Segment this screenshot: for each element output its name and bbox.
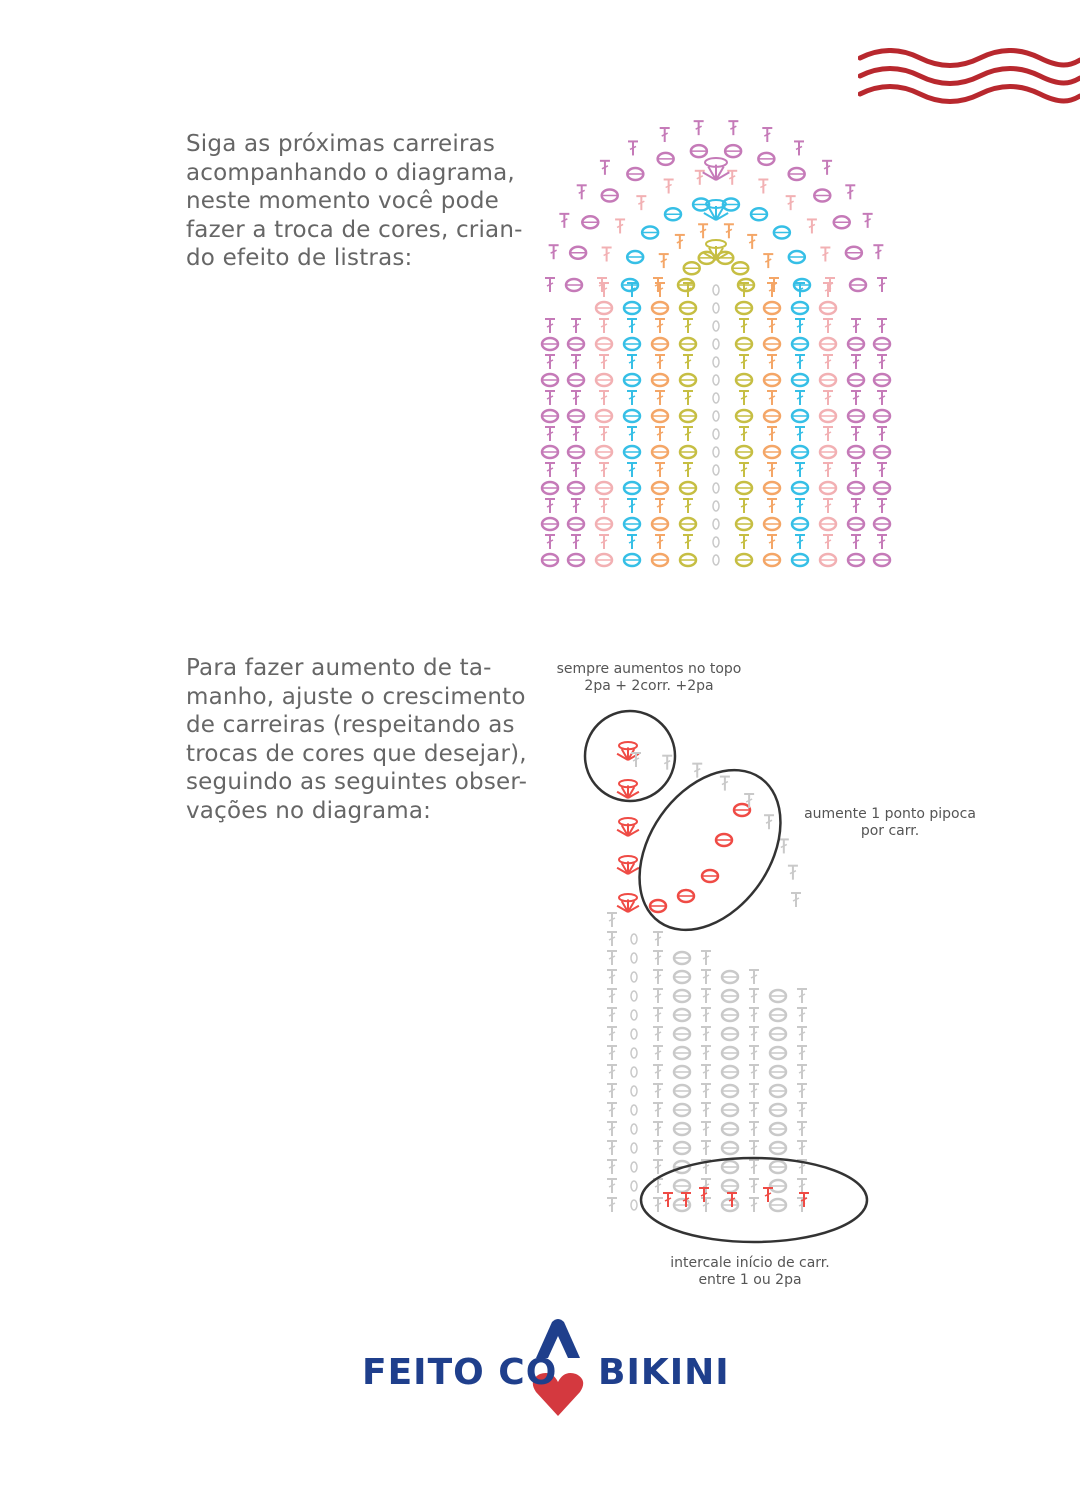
chain-stitch: [631, 1048, 637, 1058]
chain-stitch: [631, 991, 637, 1001]
stripes-stitch-group: [542, 121, 890, 566]
chain-stitch: [713, 519, 719, 529]
chain-stitch: [631, 1200, 637, 1210]
chain-stitch: [713, 321, 719, 331]
chain-stitch: [631, 1029, 637, 1039]
chain-stitch: [631, 1143, 637, 1153]
chain-stitch: [631, 1086, 637, 1096]
chain-stitch: [631, 1067, 637, 1077]
logo-text-left: FEITO CO: [362, 1352, 558, 1393]
chain-stitch: [713, 285, 719, 295]
highlight-ellipse-diagonal: [610, 744, 809, 957]
chain-stitch: [713, 483, 719, 493]
annotation-top-increases: sempre aumentos no topo 2pa + 2corr. +2pa: [556, 661, 742, 694]
chain-stitch: [713, 339, 719, 349]
logo-text-right: BIKINI: [598, 1352, 730, 1393]
brand-logo: [360, 1318, 742, 1422]
chain-stitch: [713, 375, 719, 385]
wave-decoration: [858, 48, 1080, 112]
chain-stitch: [631, 972, 637, 982]
chain-stitch: [713, 465, 719, 475]
chain-stitch: [631, 1105, 637, 1115]
chain-stitch: [631, 1162, 637, 1172]
chain-stitch: [713, 555, 719, 565]
chain-stitch: [713, 501, 719, 511]
chain-stitch: [713, 537, 719, 547]
chain-stitch: [713, 303, 719, 313]
instructions-stripes-text: Siga as próximas carreiras acompanhando o diagrama, neste momento você pode fazer a troca de cores, crian- do efeito de listras:: [186, 131, 523, 272]
chain-stitch: [713, 411, 719, 421]
instructions-increase-text: Para fazer aumento de ta- manho, ajuste o crescimento de carreiras (respeitando as trocas de cores que desejar), seguindo as seguintes obser- vações no diagrama:: [186, 655, 528, 824]
crochet-stripes-diagram: [536, 120, 896, 580]
chain-stitch: [631, 1010, 637, 1020]
chain-stitch: [631, 953, 637, 963]
annotation-alternate-start: intercale início de carr. entre 1 ou 2pa: [670, 1255, 830, 1288]
chain-stitch: [631, 1181, 637, 1191]
chain-stitch: [713, 393, 719, 403]
chain-stitch: [631, 934, 637, 944]
chain-stitch: [631, 1124, 637, 1134]
annotation-popcorn-increase: aumente 1 ponto pipoca por carr.: [804, 806, 976, 839]
chain-stitch: [713, 429, 719, 439]
chain-stitch: [713, 447, 719, 457]
chain-stitch: [713, 357, 719, 367]
crochet-increase-diagram: [540, 650, 880, 1250]
